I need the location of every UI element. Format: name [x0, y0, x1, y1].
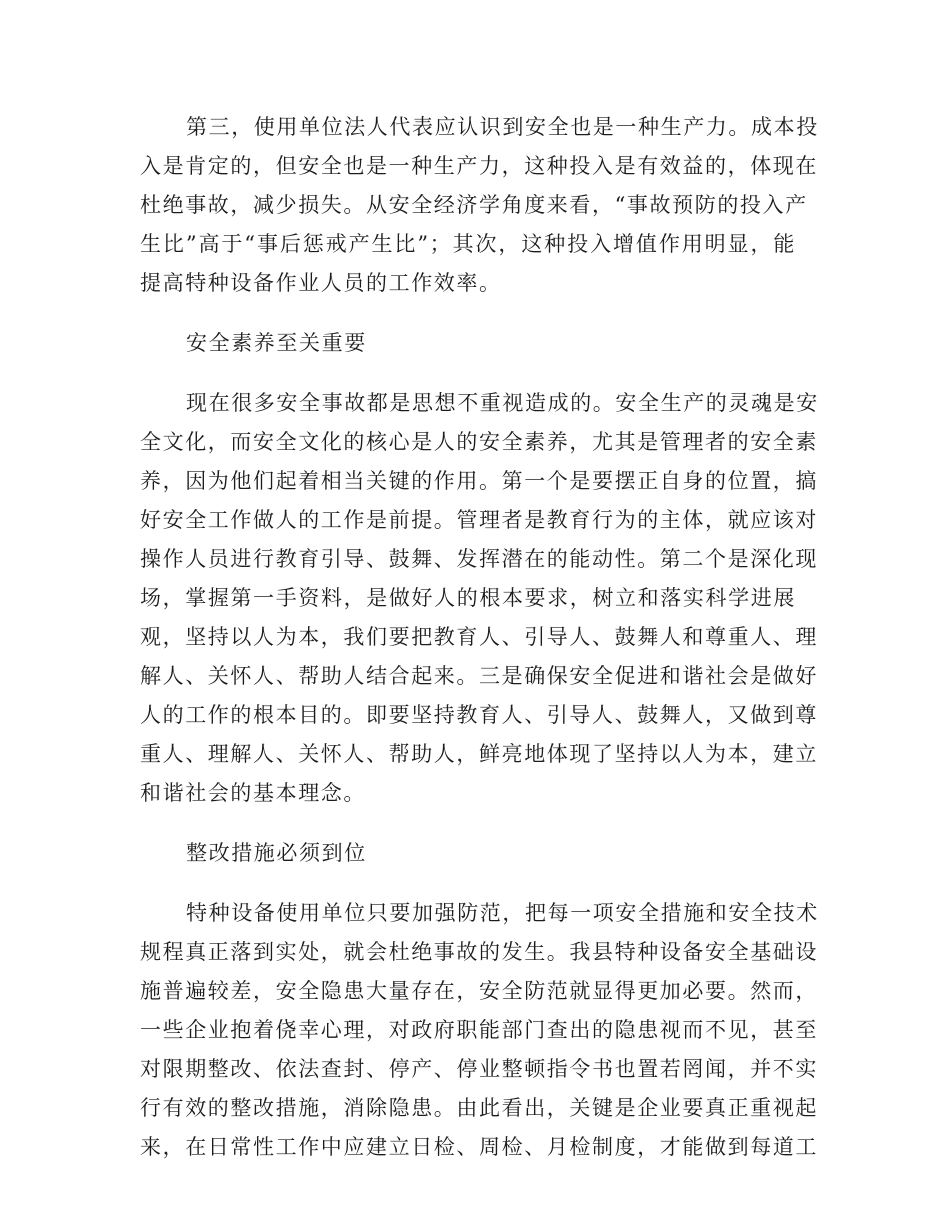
- text-line: 规程真正落到实处，就会杜绝事故的发生。我县特种设备安全基础设: [140, 940, 818, 964]
- text-line: 生比”高于“事后惩戒产生比”；其次，这种投入增值作用明显，能: [140, 232, 796, 256]
- document-body: [140, 108, 819, 1188]
- text-line: 人的工作的根本目的。即要坚持教育人、引导人、鼓舞人，又做到尊: [140, 703, 818, 727]
- text-line: 全文化，而安全文化的核心是人的安全素养，尤其是管理者的安全素: [140, 430, 818, 454]
- text-line: 提高特种设备作业人员的工作效率。: [140, 271, 502, 295]
- text-line: 现在很多安全事故都是思想不重视造成的。安全生产的灵魂是安: [186, 391, 819, 415]
- text-line: 第三，使用单位法人代表应认识到安全也是一种生产力。成本投: [186, 115, 819, 139]
- text-line: 对限期整改、依法查封、停产、停业整顿指令书也置若罔闻，并不实: [140, 1057, 818, 1081]
- text-line: 杜绝事故，减少损失。从安全经济学角度来看，“事故预防的投入产: [140, 193, 808, 217]
- text-line: 重人、理解人、关怀人、帮助人，鲜亮地体现了坚持以人为本，建立: [140, 742, 818, 766]
- text-line: 好安全工作做人的工作是前提。管理者是教育行为的主体，就应该对: [140, 508, 818, 532]
- text-line: 施普遍较差，安全隐患大量存在，安全防范就显得更加必要。然而，: [140, 979, 818, 1003]
- paragraph-rectification: [140, 894, 819, 1167]
- text-line: 特种设备使用单位只要加强防范，把每一项安全措施和安全技术: [186, 901, 819, 925]
- text-line: 解人、关怀人、帮助人结合起来。三是确保安全促进和谐社会是做好: [140, 664, 818, 688]
- paragraph-safety-literacy: [140, 384, 819, 813]
- text-line: 观，坚持以人为本，我们要把教育人、引导人、鼓舞人和尊重人、理: [140, 625, 818, 649]
- text-line: 养，因为他们起着相当关键的作用。第一个是要摆正自身的位置，搞: [140, 469, 818, 493]
- text-line: 入是肯定的，但安全也是一种生产力，这种投入是有效益的，体现在: [140, 154, 818, 178]
- section-heading-rectification: 整改措施必须到位: [186, 841, 367, 865]
- text-line: 操作人员进行教育引导、鼓舞、发挥潜在的能动性。第二个是深化现: [140, 547, 818, 571]
- text-line: 和谐社会的基本理念。: [140, 781, 366, 805]
- text-line: 行有效的整改措施，消除隐患。由此看出，关键是企业要真正重视起: [140, 1096, 818, 1120]
- paragraph-safety-productivity: [140, 108, 819, 303]
- text-line: 一些企业抱着侥幸心理，对政府职能部门查出的隐患视而不见，甚至: [140, 1018, 818, 1042]
- text-line: 来，在日常性工作中应建立日检、周检、月检制度，才能做到每道工: [140, 1135, 818, 1159]
- section-heading-safety-literacy: 安全素养至关重要: [186, 331, 367, 355]
- text-line: 场，掌握第一手资料，是做好人的根本要求，树立和落实科学进展: [140, 586, 796, 610]
